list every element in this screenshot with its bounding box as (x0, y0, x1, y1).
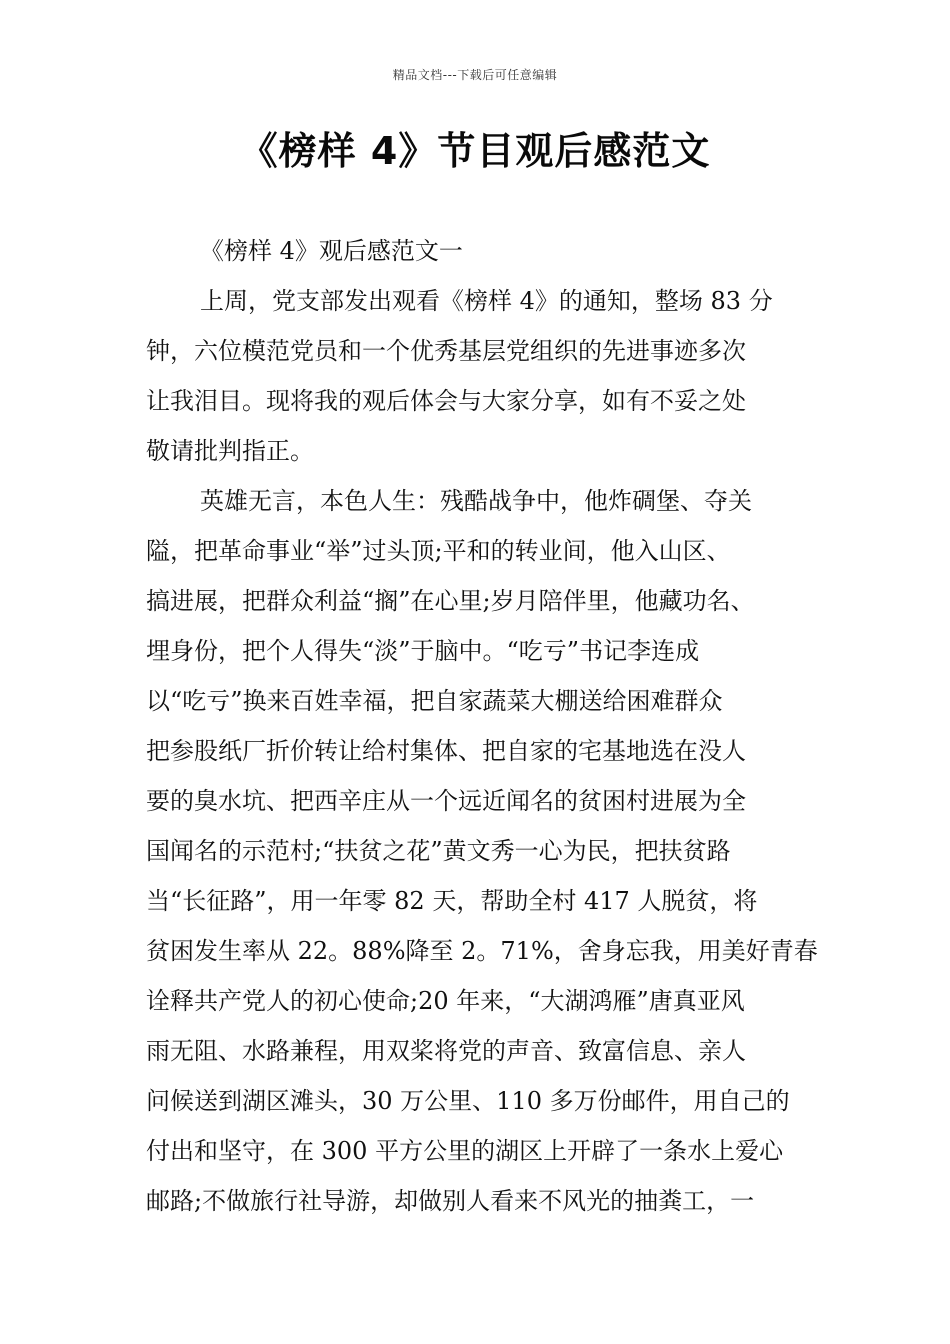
text-line: 钟，六位模范党员和一个优秀基层党组织的先进事迹多次 (146, 337, 746, 365)
text-line: 把参股纸厂折价转让给村集体、把自家的宅基地选在没人 (146, 737, 746, 765)
text-line: 问候送到湖区滩头，30 万公里、110 多万份邮件，用自己的 (146, 1087, 790, 1115)
text-line: 雨无阻、水路兼程，用双桨将党的声音、致富信息、亲人 (146, 1037, 746, 1065)
text-line: 敬请批判指正。 (146, 437, 314, 465)
text-line: 英雄无言，本色人生：残酷战争中，他炸碉堡、夺关 (200, 487, 752, 515)
text-line: 贫困发生率从 22。88%降至 2。71%，舍身忘我，用美好青春 (146, 937, 818, 965)
text-line: 上周，党支部发出观看《榜样 4》的通知，整场 83 分 (200, 287, 773, 315)
text-line: 国闻名的示范村;“扶贫之花”黄文秀一心为民，把扶贫路 (146, 837, 731, 865)
text-line: 埋身份，把个人得失“淡”于脑中。“吃亏”书记李连成 (146, 637, 700, 665)
section-heading: 《榜样 4》观后感范文一 (200, 237, 463, 265)
text-line: 邮路;不做旅行社导游，却做别人看来不风光的抽粪工，一 (146, 1187, 755, 1215)
text-line: 搞进展，把群众利益“搁”在心里;岁月陪伴里，他藏功名、 (146, 587, 755, 615)
document-body (146, 226, 826, 1226)
text-line: 让我泪目。现将我的观后体会与大家分享，如有不妥之处 (146, 387, 746, 415)
text-line: 付出和坚守，在 300 平方公里的湖区上开辟了一条水上爱心 (146, 1137, 784, 1165)
text-line: 要的臭水坑、把西辛庄从一个远近闻名的贫困村进展为全 (146, 787, 746, 815)
text-line: 诠释共产党人的初心使命;20 年来，“大湖鸿雁”唐真亚风 (146, 987, 745, 1015)
text-line: 隘，把革命事业“举”过头顶;平和的转业间，他入山区、 (146, 537, 731, 565)
paragraph-2 (146, 476, 826, 1226)
text-line: 以“吃亏”换来百姓幸福，把自家蔬菜大棚送给困难群众 (146, 687, 723, 715)
text-line: 当“长征路”，用一年零 82 天，帮助全村 417 人脱贫，将 (146, 887, 758, 915)
document-title: 《榜样 4》节目观后感范文 (239, 129, 711, 173)
paragraph-1 (146, 276, 826, 476)
page-header-note: 精品文档---下载后可任意编辑 (392, 68, 558, 82)
